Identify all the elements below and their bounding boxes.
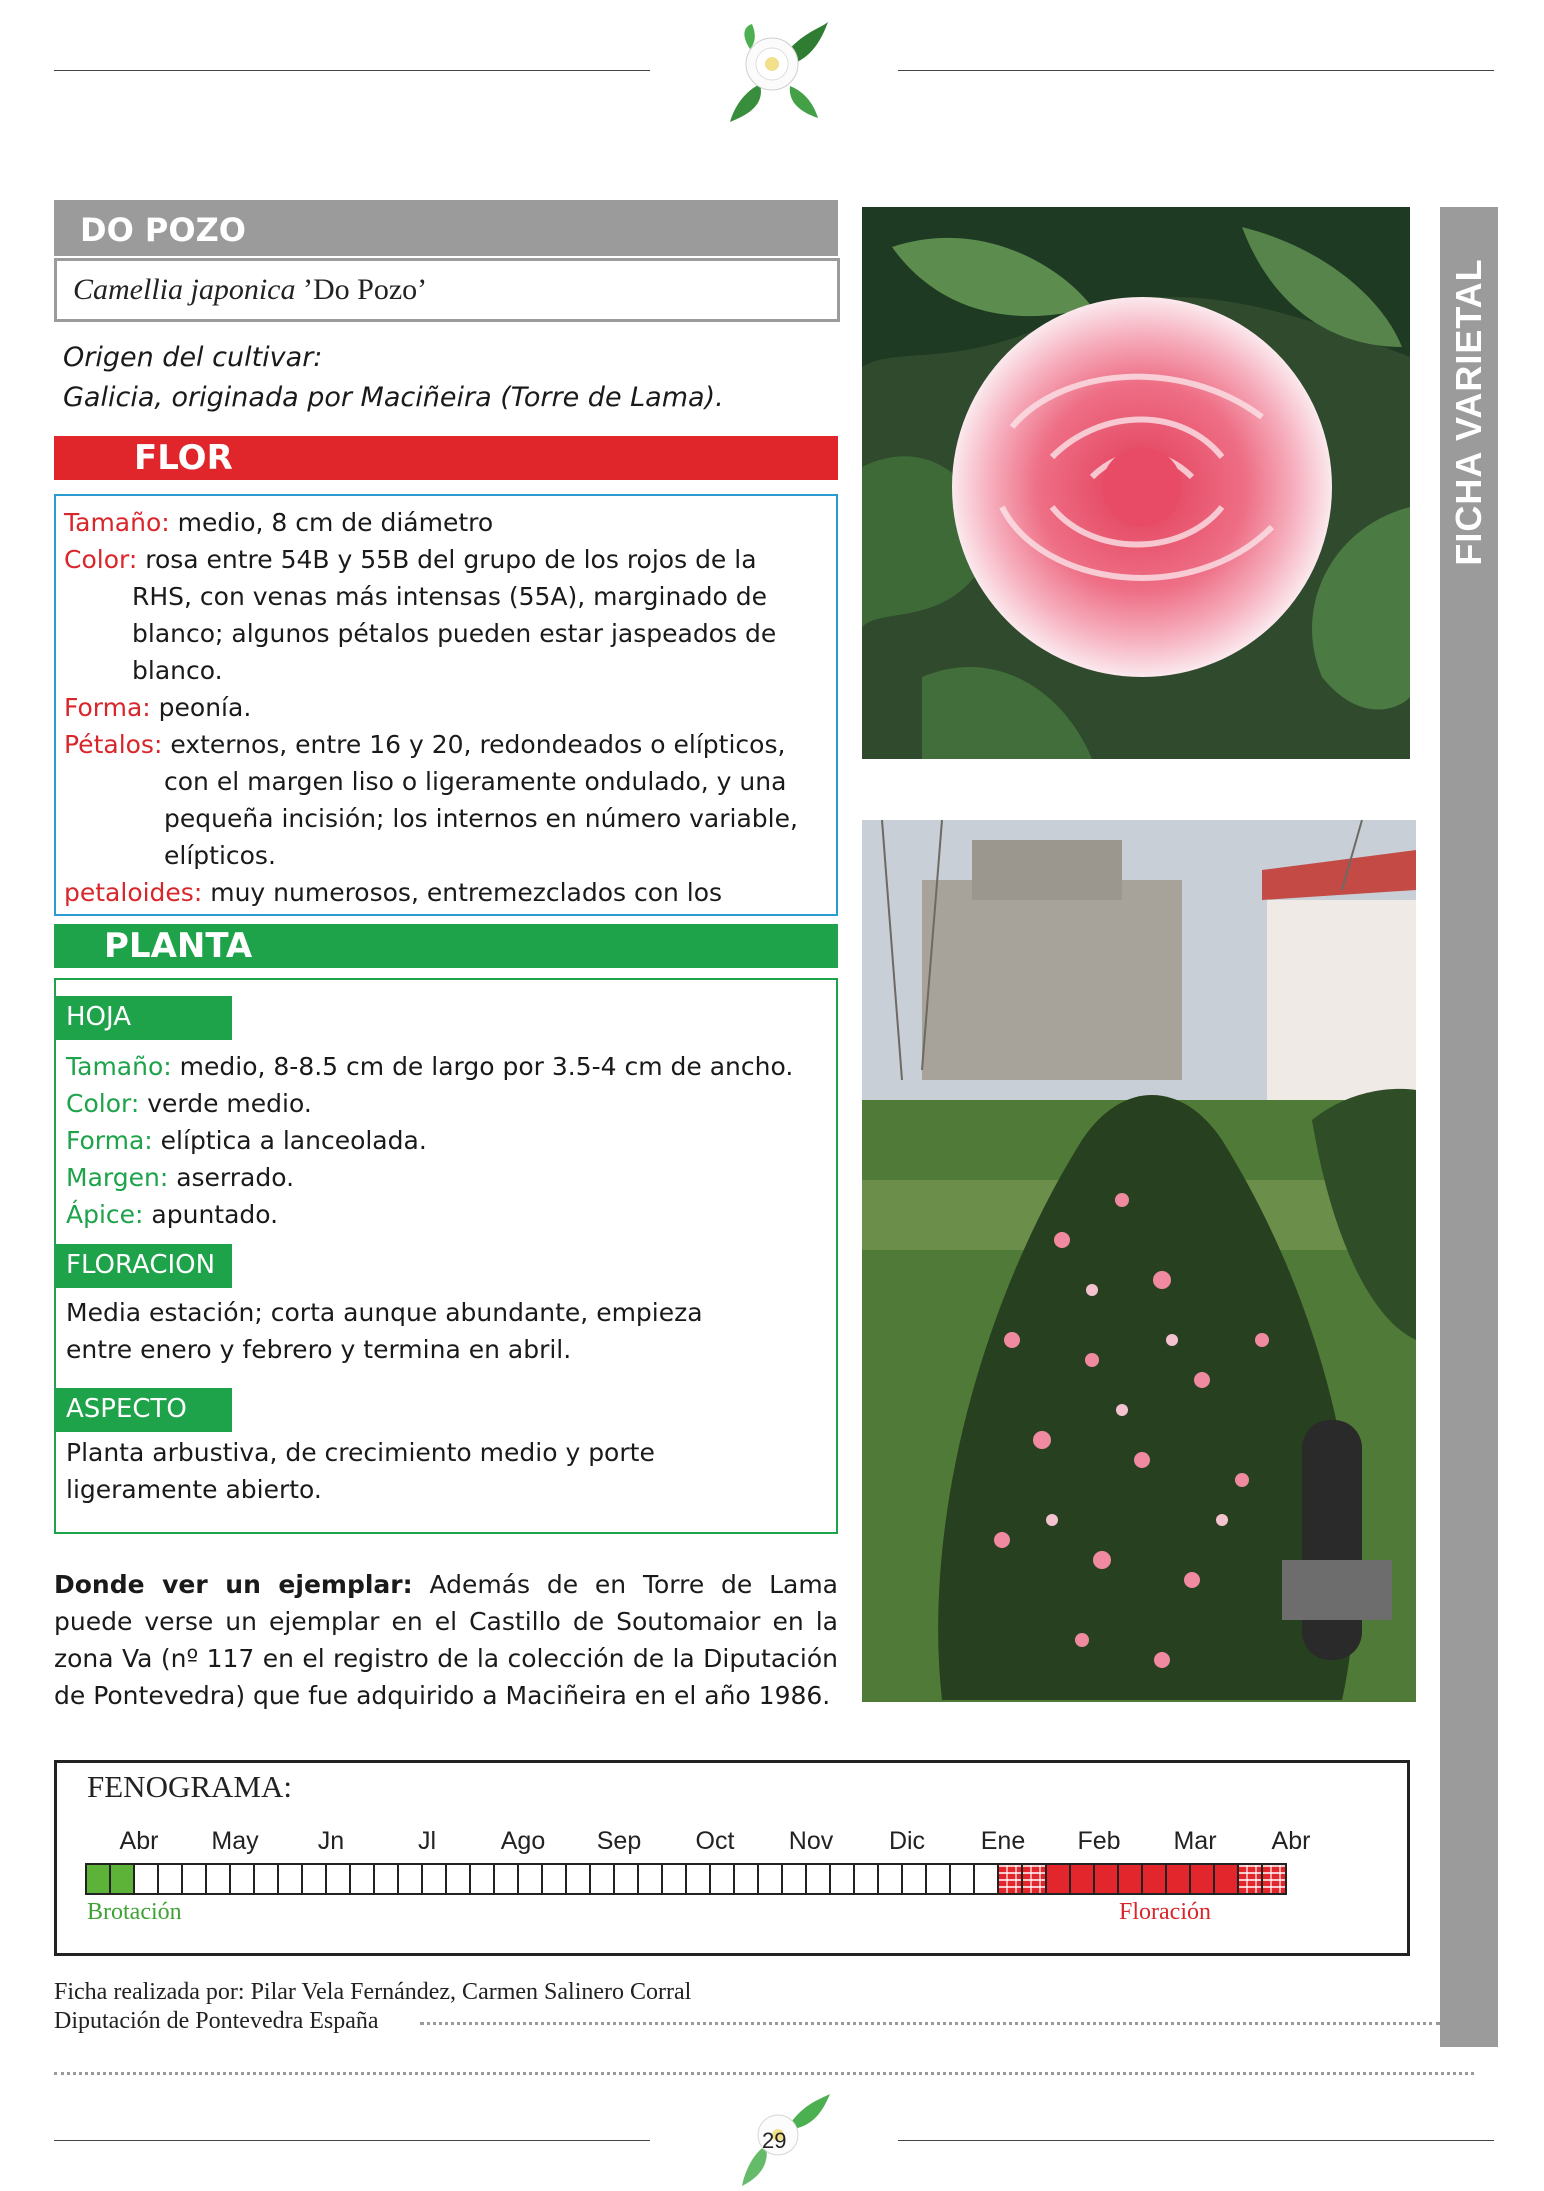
hoja-heading: HOJA: [66, 1002, 132, 1032]
where-to-see-label: Donde ver un ejemplar:: [54, 1570, 413, 1599]
cultivar-title-bar: [54, 200, 838, 256]
footer-rule-left: [54, 2140, 650, 2141]
flor-petals-cont-2: pequeña incisión; los internos en número variable,: [164, 804, 798, 833]
fenograma-cell-white: [133, 1863, 159, 1895]
origin-label: Origen del cultivar:: [63, 342, 323, 373]
month-label: Dic: [888, 1827, 926, 1855]
fenograma-cell-white: [157, 1863, 183, 1895]
fenograma-months: [57, 1827, 1407, 1857]
floracion-label: Floración: [1119, 1899, 1211, 1925]
flor-color-cont-3: blanco.: [132, 656, 223, 685]
side-label: FICHA VARIETAL: [1448, 258, 1489, 566]
month-label: Mar: [1173, 1827, 1217, 1855]
hoja-apex-row: Ápice: apuntado.: [66, 1200, 279, 1229]
aspecto-heading: ASPECTO: [66, 1394, 187, 1424]
flor-heading-bar: [54, 436, 838, 480]
cultivar-epithet: ’Do Pozo’: [295, 273, 428, 306]
fenograma-cell-white: [805, 1863, 831, 1895]
fenograma-cell-red: [1165, 1863, 1191, 1895]
fenograma-cell-white: [205, 1863, 231, 1895]
month-label: Oct: [695, 1827, 735, 1855]
fenograma-cell-white: [469, 1863, 495, 1895]
month-label: Nov: [788, 1827, 834, 1855]
fenograma-cell-red: [1069, 1863, 1095, 1895]
fenograma-cell-white: [901, 1863, 927, 1895]
month-label: Ene: [980, 1827, 1026, 1855]
cultivar-title: DO POZO: [80, 211, 246, 249]
flor-petals-row: Pétalos: externos, entre 16 y 20, redondeados o elípticos,: [64, 730, 786, 759]
fenograma-cell-white: [925, 1863, 951, 1895]
fenograma-cell-red: [1117, 1863, 1143, 1895]
fenograma-cell-white: [517, 1863, 543, 1895]
fenograma-cell-white: [973, 1863, 999, 1895]
fenograma-cell-white: [589, 1863, 615, 1895]
flor-size-row: Tamaño: medio, 8 cm de diámetro: [64, 508, 494, 537]
fenograma-cell-white: [949, 1863, 975, 1895]
footer-dotted-rule: [54, 2072, 1474, 2075]
flor-petaloids-row: petaloides: muy numerosos, entremezclados con los: [64, 878, 723, 907]
fenograma-cell-white: [445, 1863, 471, 1895]
fenograma-cell-white: [541, 1863, 567, 1895]
fenograma-cell-red: [1213, 1863, 1239, 1895]
header-rule-right: [898, 70, 1494, 71]
aspecto-text: Planta arbustiva, de crecimiento medio y porte ligeramente abierto.: [66, 1438, 655, 1504]
hoja-tab: [56, 996, 232, 1040]
month-label: Abr: [1271, 1827, 1311, 1855]
fenograma-cell-white: [397, 1863, 423, 1895]
fenograma-cell-white: [421, 1863, 447, 1895]
camellia-flower-photo: [862, 207, 1410, 759]
fenograma-cell-white: [757, 1863, 783, 1895]
fenograma-cell-white: [565, 1863, 591, 1895]
fenograma-cell-white: [709, 1863, 735, 1895]
scientific-name: [73, 273, 427, 307]
fenograma-cell-white: [613, 1863, 639, 1895]
hoja-list: [66, 1048, 793, 1233]
fenograma-cell-white: [373, 1863, 399, 1895]
where-to-see-paragraph: [54, 1566, 838, 1714]
flor-petals-cont-1: con el margen liso o ligeramente ondulado, y una: [164, 767, 787, 796]
month-label: Abr: [119, 1827, 159, 1855]
genus-species: Camellia japonica: [73, 273, 296, 306]
fenograma-cell-white: [661, 1863, 687, 1895]
floracion-tab: [56, 1244, 232, 1288]
fenograma-title: FENOGRAMA:: [87, 1769, 292, 1804]
month-label: Jl: [417, 1827, 437, 1855]
flor-form-row: Forma: peonía.: [64, 693, 252, 722]
hoja-color-row: Color: verde medio.: [66, 1089, 312, 1118]
fenograma-cell-white: [277, 1863, 303, 1895]
side-band: [1440, 207, 1498, 2047]
origin-text: Galicia, originada por Maciñeira (Torre de Lama).: [63, 382, 724, 413]
fenograma-cell-green: [85, 1863, 111, 1895]
planta-details-box: [54, 978, 838, 1534]
month-label: Feb: [1077, 1827, 1121, 1855]
camellia-bush-photo: [862, 820, 1416, 1702]
fenograma-bar: [85, 1863, 1287, 1897]
fenograma-cell-white: [637, 1863, 663, 1895]
fenograma-cell-white: [853, 1863, 879, 1895]
flor-color-row: Color: rosa entre 54B y 55B del grupo de los rojos de la: [64, 545, 757, 574]
floracion-text: Media estación; corta aunque abundante, empieza entre enero y febrero y termina en abril.: [66, 1298, 703, 1364]
month-label: Sep: [596, 1827, 642, 1855]
planta-heading: PLANTA: [104, 926, 253, 966]
month-label: Ago: [500, 1827, 546, 1855]
header-rule-left: [54, 70, 650, 71]
hoja-margin-row: Margen: aserrado.: [66, 1163, 295, 1192]
scientific-name-box: [54, 258, 840, 322]
credits-institution: Diputación de Pontevedra España: [54, 2008, 379, 2034]
page-number: 29: [762, 2128, 787, 2153]
fenograma-cell-red: [1189, 1863, 1215, 1895]
fenograma-cell-white: [253, 1863, 279, 1895]
planta-heading-bar: [54, 924, 838, 968]
fenograma-cell-white: [325, 1863, 351, 1895]
aspecto-tab: [56, 1388, 232, 1432]
floracion-heading: FLORACION: [66, 1250, 216, 1280]
fenograma-cell-hatch: [1237, 1863, 1263, 1895]
origin-section: [63, 338, 833, 418]
fenograma-cell-hatch: [1261, 1863, 1287, 1895]
where-to-see-text: Además de en Torre de Lama puede verse un ejemplar en el Castillo de Soutomaior en la zona Va (nº 117 en el registro de la colección de la Diputación de Pontevedra) que fue adquirido a Maciñeira en el año 1986.: [54, 1570, 838, 1710]
fenograma-cell-white: [301, 1863, 327, 1895]
fenograma-box: [54, 1760, 1410, 1956]
flor-heading: FLOR: [134, 438, 233, 478]
fenograma-cell-red: [1141, 1863, 1167, 1895]
fenograma-cell-red: [1045, 1863, 1071, 1895]
fenograma-cell-hatch: [997, 1863, 1023, 1895]
fenograma-cell-white: [685, 1863, 711, 1895]
credits: [54, 1978, 691, 2036]
camellia-flower-icon: [720, 14, 830, 124]
fenograma-cell-white: [493, 1863, 519, 1895]
fenograma-cell-white: [877, 1863, 903, 1895]
hoja-form-row: Forma: elíptica a lanceolada.: [66, 1126, 427, 1155]
month-label: Jn: [317, 1827, 345, 1855]
fenograma-cell-white: [181, 1863, 207, 1895]
flor-petals-cont-3: elípticos.: [164, 841, 276, 870]
fenograma-cell-green: [109, 1863, 135, 1895]
fenograma-cell-white: [229, 1863, 255, 1895]
fenograma-cell-white: [349, 1863, 375, 1895]
flor-color-cont-1: RHS, con venas más intensas (55A), marginado de: [132, 582, 768, 611]
credits-dotted-rule: [420, 2022, 1440, 2025]
footer-rule-right: [898, 2140, 1494, 2141]
flor-color-cont-2: blanco; algunos pétalos pueden estar jaspeados de: [132, 619, 777, 648]
month-label: May: [211, 1827, 259, 1855]
fenograma-cell-white: [733, 1863, 759, 1895]
hoja-size-row: Tamaño: medio, 8-8.5 cm de largo por 3.5-4 cm de ancho.: [66, 1052, 794, 1081]
fenograma-cell-white: [781, 1863, 807, 1895]
credits-authors: Ficha realizada por: Pilar Vela Fernández, Carmen Salinero Corral: [54, 1979, 692, 2005]
fenograma-cell-red: [1093, 1863, 1119, 1895]
fenograma-cell-hatch: [1021, 1863, 1047, 1895]
flor-details-box: [54, 494, 838, 916]
fenograma-cell-white: [829, 1863, 855, 1895]
brotacion-label: Brotación: [87, 1899, 182, 1925]
